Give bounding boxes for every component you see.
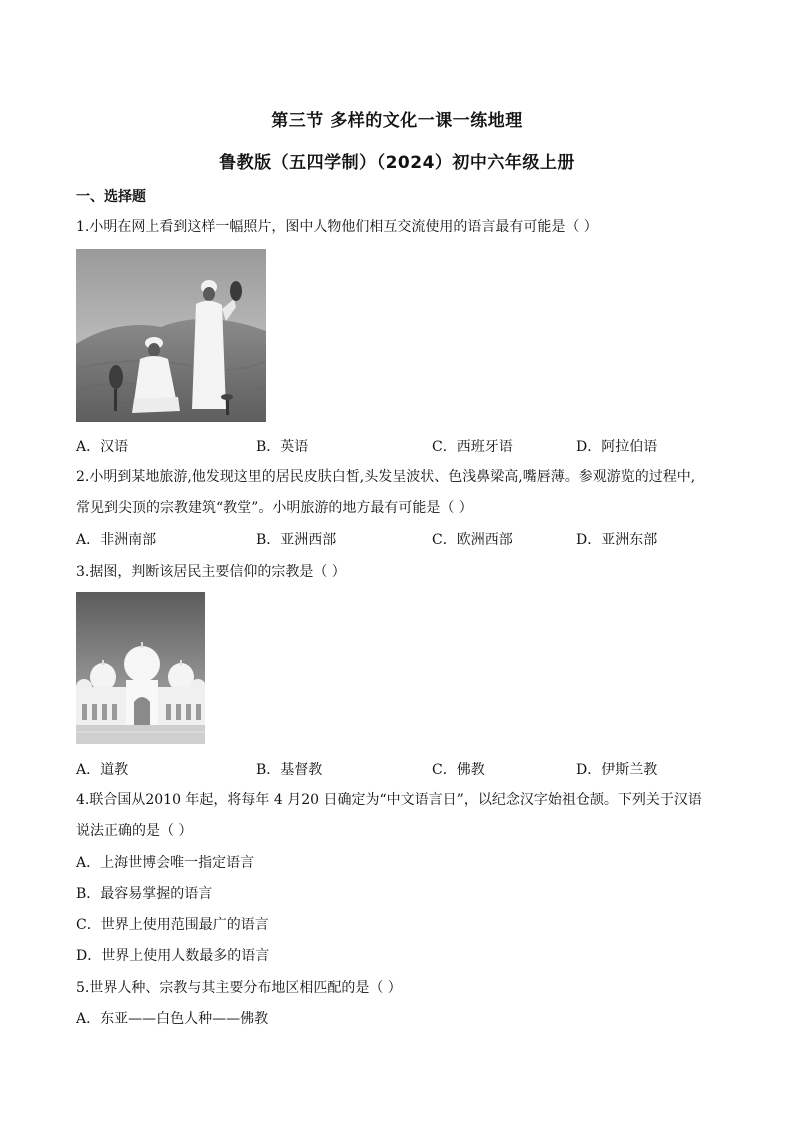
q1-option-c: C．西班牙语 bbox=[432, 439, 513, 455]
q3-option-b: B．基督教 bbox=[256, 762, 323, 778]
q5-option-a: A．东亚——白色人种——佛教 bbox=[76, 1011, 269, 1027]
q2-option-c: C．欧洲西部 bbox=[432, 532, 513, 548]
question-3-stem: 3.据图，判断该居民主要信仰的宗教是（ ） bbox=[76, 564, 346, 580]
q3-option-d: D．伊斯兰教 bbox=[576, 762, 658, 778]
mosque-photo bbox=[76, 592, 205, 744]
q1-option-d: D．阿拉伯语 bbox=[576, 439, 658, 455]
question-2-stem-line2: 常见到尖顶的宗教建筑“教堂”。小明旅游的地方最有可能是（ ） bbox=[76, 500, 473, 516]
q3-option-c: C．佛教 bbox=[432, 762, 485, 778]
q4-option-d: D．世界上使用人数最多的语言 bbox=[76, 948, 270, 964]
q4-option-a: A．上海世博会唯一指定语言 bbox=[76, 855, 255, 871]
q4-option-c: C．世界上使用范围最广的语言 bbox=[76, 917, 269, 933]
desert-photo bbox=[76, 249, 266, 422]
question-5-stem: 5.世界人种、宗教与其主要分布地区相匹配的是（ ） bbox=[76, 980, 402, 996]
q4-option-b: B．最容易掌握的语言 bbox=[76, 886, 213, 902]
q2-option-a: A．非洲南部 bbox=[76, 532, 157, 548]
question-4-stem-line1: 4.联合国从2010 年起，将每年 4 月20 日确定为“中文语言日”，以纪念汉字始祖仓颉。下列关于汉语 bbox=[76, 792, 702, 808]
question-1-stem: 1.小明在网上看到这样一幅照片，图中人物他们相互交流使用的语言最有可能是（ ） bbox=[76, 219, 598, 235]
q2-option-d: D．亚洲东部 bbox=[576, 532, 658, 548]
page-subtitle: 鲁教版（五四学制）（2024）初中六年级上册 bbox=[219, 153, 575, 173]
question-4-stem-line2: 说法正确的是（ ） bbox=[76, 823, 193, 839]
section-heading: 一、选择题 bbox=[76, 189, 146, 205]
page-title: 第三节 多样的文化一课一练地理 bbox=[271, 111, 523, 131]
q1-option-b: B．英语 bbox=[256, 439, 309, 455]
q1-option-a: A．汉语 bbox=[76, 439, 129, 455]
q2-option-b: B．亚洲西部 bbox=[256, 532, 337, 548]
question-2-stem-line1: 2.小明到某地旅游,他发现这里的居民皮肤白皙,头发呈波状、色浅鼻梁高,嘴唇薄。参观游览的过程中, bbox=[76, 469, 696, 485]
q3-option-a: A．道教 bbox=[76, 762, 129, 778]
